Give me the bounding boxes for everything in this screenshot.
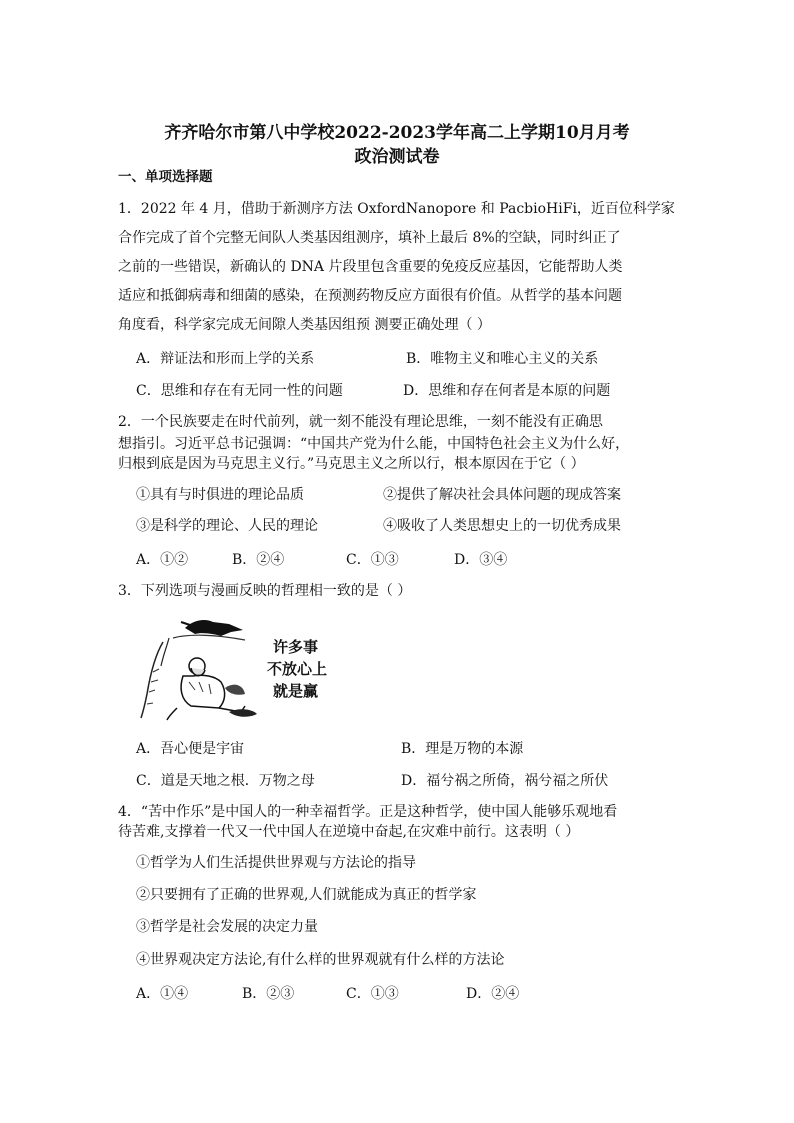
cartoon-caption-2: 不放心上	[267, 660, 328, 678]
q3-line-1: 3．下列选项与漫画反映的哲理相一致的是（ ）	[118, 583, 412, 599]
q1-line-3: 之前的一些错误，新确认的 DNA 片段里包含重要的免疫反应基因，它能帮助人类	[118, 259, 623, 275]
q4-statement-4: ④世界观决定方法论,有什么样的世界观就有什么样的方法论	[136, 952, 505, 968]
q2-line-3: 归根到底是因为马克思主义行。”马克思主义之所以行，根本原因在于它（ ）	[118, 456, 585, 472]
section-heading: 一、单项选择题	[118, 169, 213, 185]
q4-option-d[interactable]: D．②④	[466, 986, 520, 1002]
q3-option-c[interactable]: C．道是天地之根．万物之母	[136, 773, 315, 789]
q4-statement-1: ①哲学为人们生活提供世界观与方法论的指导	[136, 855, 416, 871]
cartoon-illustration	[133, 612, 343, 722]
exam-subtitle: 政治测试卷	[354, 147, 440, 167]
q1-line-1: 1．2022 年 4 月，借助于新测序方法 OxfordNanopore 和 PacbioHiFi，近百位科学家	[118, 201, 675, 217]
q1-line-5: 角度看，科学家完成无间隙人类基因组预 测要正确处理（ ）	[118, 317, 491, 333]
cartoon-drawing	[133, 612, 343, 722]
q2-statement-1: ①具有与时俱进的理论品质	[136, 487, 304, 503]
exam-title: 齐齐哈尔市第八中学校2022-2023学年高二上学期10月月考	[164, 123, 630, 143]
q4-line-1: 4．“苦中作乐”是中国人的一种幸福哲学。正是这种哲学，使中国人能够乐观地看	[118, 804, 618, 820]
q4-option-a[interactable]: A．①④	[136, 986, 189, 1002]
q1-line-4: 适应和抵御病毒和细菌的感染，在预测药物反应方面很有价值。从哲学的基本问题	[118, 288, 622, 304]
q3-option-d[interactable]: D．福兮祸之所倚，祸兮福之所伏	[401, 773, 609, 789]
q2-line-1: 2．一个民族要走在时代前列，就一刻不能没有理论思维，一刻不能没有正确思	[118, 414, 603, 430]
q2-statement-3: ③是科学的理论、人民的理论	[136, 518, 318, 534]
q2-option-a[interactable]: A．①②	[136, 552, 189, 568]
q2-line-2: 想指引。习近平总书记强调：“中国共产党为什么能，中国特色社会主义为什么好，	[118, 436, 630, 452]
cartoon-caption-1: 许多事	[273, 638, 319, 656]
q4-option-c[interactable]: C．①③	[346, 986, 399, 1002]
q3-option-b[interactable]: B．理是万物的本源	[401, 741, 524, 757]
q2-statement-2: ②提供了解决社会具体问题的现成答案	[383, 487, 621, 503]
q2-statement-4: ④吸收了人类思想史上的一切优秀成果	[383, 518, 621, 534]
q1-option-c[interactable]: C．思维和存在有无同一性的问题	[136, 383, 343, 399]
q4-option-b[interactable]: B．②③	[242, 986, 295, 1002]
q2-option-d[interactable]: D．③④	[454, 552, 508, 568]
q3-option-a[interactable]: A．吾心便是宇宙	[136, 741, 245, 757]
cartoon-caption-3: 就是赢	[273, 682, 319, 700]
q1-option-a[interactable]: A．辩证法和形而上学的关系	[136, 351, 315, 367]
q4-line-2: 待苦难,支撑着一代又一代中国人在逆境中奋起,在灾难中前行。这表明（ ）	[118, 824, 580, 840]
q2-option-b[interactable]: B．②④	[232, 552, 285, 568]
q1-option-d[interactable]: D．思维和存在何者是本原的问题	[403, 383, 611, 399]
q2-option-c[interactable]: C．①③	[346, 552, 399, 568]
q1-line-2: 合作完成了首个完整无间队人类基因组测序，填补上最后 8%的空缺，同时纠正了	[118, 230, 621, 246]
q4-statement-3: ③哲学是社会发展的决定力量	[136, 919, 318, 935]
q1-option-b[interactable]: B．唯物主义和唯心主义的关系	[406, 351, 599, 367]
q4-statement-2: ②只要拥有了正确的世界观,人们就能成为真正的哲学家	[136, 887, 477, 903]
